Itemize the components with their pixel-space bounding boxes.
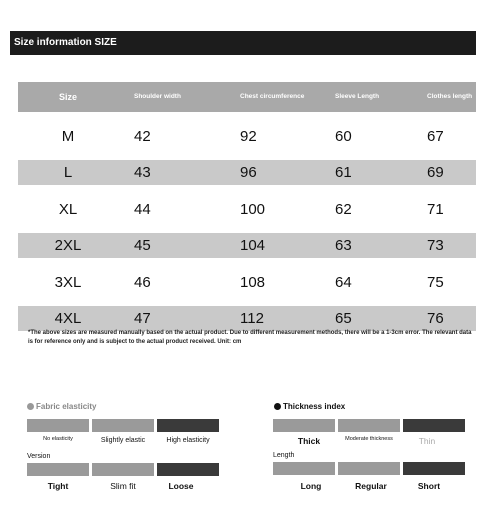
elasticity-title-text: Fabric elasticity (36, 402, 97, 411)
cell-chest: 92 (240, 127, 257, 145)
cell-shoulder: 43 (134, 164, 151, 181)
cell-shoulder: 44 (134, 200, 151, 218)
cell-clothes: 69 (427, 164, 444, 181)
cell-size: M (61, 127, 75, 145)
thickness-bar-2 (338, 419, 400, 432)
cell-chest: 112 (240, 310, 264, 327)
table-row (18, 160, 476, 185)
length-bar-3 (403, 462, 465, 475)
version-option-1: Tight (47, 481, 69, 491)
header-chest: Chest circumference (240, 93, 305, 100)
version-bar-1 (27, 463, 89, 476)
elasticity-option-2: Slightly elastic (100, 437, 146, 444)
table-header-row (18, 82, 476, 112)
cell-chest: 108 (240, 273, 266, 291)
cell-shoulder: 42 (134, 127, 151, 145)
cell-shoulder: 46 (134, 273, 151, 291)
elasticity-bar-3 (157, 419, 219, 432)
thickness-title-text: Thickness index (283, 402, 346, 411)
bullet-icon (274, 403, 281, 410)
cell-chest: 96 (240, 164, 257, 181)
elasticity-bar-1 (27, 419, 89, 432)
thickness-option-2: Moderate thickness (345, 436, 393, 442)
cell-clothes: 75 (427, 273, 444, 291)
length-option-2: Regular (355, 481, 387, 491)
cell-clothes: 71 (427, 200, 444, 218)
cell-size: L (63, 164, 73, 181)
table-row (18, 185, 476, 233)
header-sleeve: Sleeve Length (335, 93, 380, 100)
header-bar (10, 31, 476, 55)
cell-sleeve: 63 (335, 237, 352, 254)
length-bar-2 (338, 462, 400, 475)
header-shoulder: Shoulder width (134, 93, 181, 100)
table-row (18, 306, 476, 331)
thickness-bar-3 (403, 419, 465, 432)
cell-size: XL (58, 200, 78, 218)
table-row (18, 233, 476, 258)
length-option-1: Long (300, 481, 322, 491)
cell-sleeve: 60 (335, 127, 352, 145)
length-title: Length (273, 452, 295, 459)
cell-chest: 104 (240, 237, 266, 254)
cell-shoulder: 45 (134, 237, 151, 254)
cell-sleeve: 64 (335, 273, 352, 291)
cell-size: 3XL (54, 273, 82, 291)
cell-size: 2XL (54, 237, 82, 254)
cell-clothes: 73 (427, 237, 444, 254)
version-option-2: Slim fit (110, 481, 136, 491)
measurement-note: *The above sizes are measured manually based on the actual product. Due to different measurement methods, there will be a 1-3cm error. The relevant data is for reference only and is subject to the actual product received. Unit: cm (28, 330, 472, 345)
cell-size: 4XL (54, 310, 82, 327)
bullet-icon (27, 403, 34, 410)
thickness-title (274, 402, 345, 411)
cell-shoulder: 47 (134, 310, 151, 327)
length-option-3: Short (417, 481, 441, 491)
elasticity-option-3: High elasticity (166, 437, 210, 444)
thickness-bar-1 (273, 419, 335, 432)
cell-chest: 100 (240, 200, 266, 218)
version-bar-2 (92, 463, 154, 476)
table-row (18, 112, 476, 160)
header-size: Size (58, 92, 77, 102)
table-row (18, 258, 476, 306)
cell-clothes: 67 (427, 127, 444, 145)
cell-sleeve: 62 (335, 200, 352, 218)
length-bar-1 (273, 462, 335, 475)
header-clothes: Clothes length (427, 93, 473, 100)
elasticity-option-1: No elasticity (43, 436, 73, 442)
version-bar-3 (157, 463, 219, 476)
thickness-option-3: Thin (418, 436, 436, 446)
elasticity-bar-2 (92, 419, 154, 432)
cell-sleeve: 65 (335, 310, 352, 327)
page-title: Size information SIZE (14, 37, 117, 48)
thickness-option-1: Thick (297, 436, 321, 446)
size-table (18, 82, 476, 331)
cell-sleeve: 61 (335, 164, 352, 181)
cell-clothes: 76 (427, 310, 444, 327)
version-option-3: Loose (168, 481, 194, 491)
version-title: Version (27, 453, 51, 460)
elasticity-title (27, 402, 96, 411)
